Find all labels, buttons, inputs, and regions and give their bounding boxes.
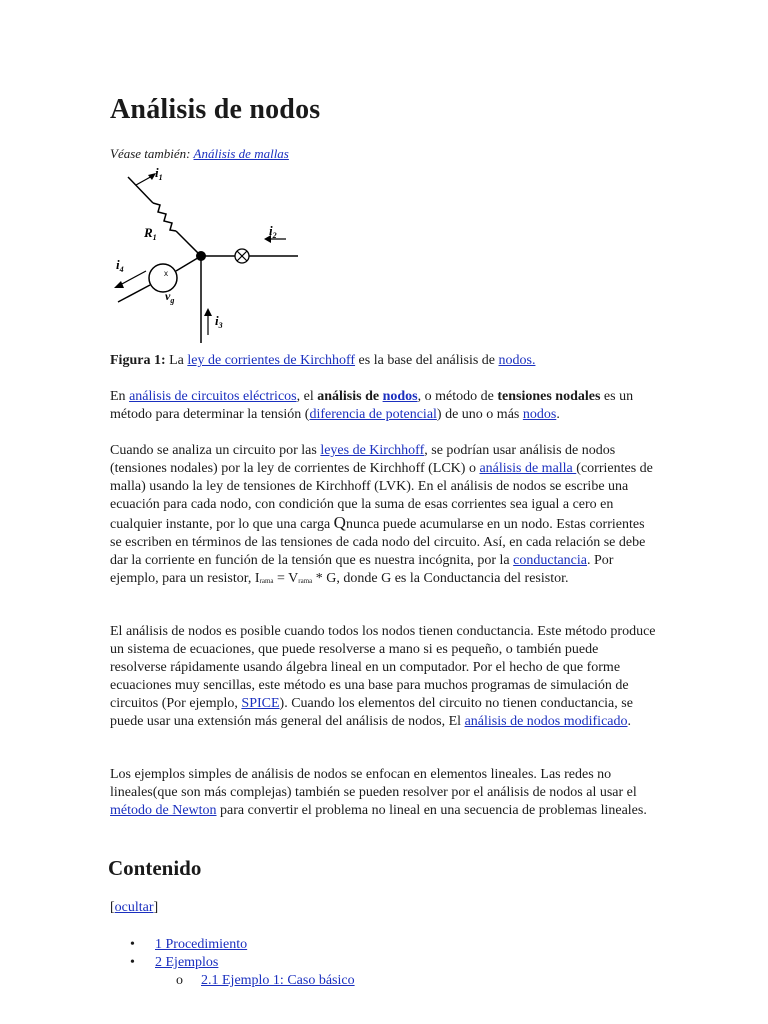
intro-paragraph: En análisis de circuitos eléctricos, el análisis de nodos, o método de tensiones nodales es un método para determinar la tensión (diferencia de potencial) de uno o más nodos. — [110, 389, 634, 422]
bullet-icon: • — [130, 955, 135, 970]
toc-item — [110, 954, 355, 972]
spice-link[interactable]: SPICE — [241, 696, 280, 711]
label-i4: $i_4$ — [116, 257, 124, 274]
label-r1: $R_1$ — [144, 225, 157, 242]
nonlinear-paragraph: Los ejemplos simples de análisis de nodos se enfocan en elementos lineales. Las redes no lineales(que son más complejas) también se pueden resolver por el análisis de nodos al usar el método de Newton para convertir el problema no lineal en una secuencia de problemas lineales. — [110, 767, 647, 818]
figure-caption — [110, 352, 658, 370]
nodes-link[interactable]: nodos — [522, 407, 557, 422]
contents-heading: Contenido — [108, 856, 202, 880]
kirchhoff-laws-link[interactable]: leyes de Kirchhoff — [320, 443, 425, 458]
node-circuit-figure — [108, 165, 308, 345]
contents-toggle: [ocultar] — [110, 900, 159, 915]
toc-link-procedimiento[interactable]: 1 Procedimiento — [155, 937, 248, 952]
circuit-analysis-link[interactable]: análisis de circuitos eléctricos — [129, 389, 297, 404]
hide-contents-link[interactable]: ocultar — [114, 900, 154, 915]
conductance-link[interactable]: conductancia — [513, 553, 587, 568]
newton-method-link[interactable]: método de Newton — [110, 803, 217, 818]
see-also-prefix: Véase también: — [110, 146, 191, 161]
circle-bullet-icon: o — [176, 973, 183, 988]
kirchhoff-current-law-link[interactable]: ley de corrientes de Kirchhoff — [187, 353, 356, 368]
conductance-paragraph: El análisis de nodos es posible cuando todos los nodos tienen conductancia. Este método produce un sistema de ecuaciones, que puede resolverse a mano si es pequeño, o también puede resolverse rápidamente usando álgebra lineal en un computador. Por el hecho de que forme ecuaciones muy sencillas, este método es una base para muchos programas de simulación de circuitos (Por ejemplo, SPICE). Cuando los elementos del circuito no tienen conductancia, se puede usar una extensión más general del análisis de nodos, El análisis de nodos modificado. — [110, 624, 656, 729]
see-also-link[interactable]: Análisis de mallas — [193, 146, 289, 161]
potential-difference-link[interactable]: diferencia de potencial — [309, 407, 437, 422]
caption-text: La — [165, 353, 188, 368]
label-i2: $i_2$ — [269, 223, 277, 240]
page-title: Análisis de nodos — [110, 94, 321, 125]
mesh-analysis-link[interactable]: análisis de malla — [479, 461, 577, 476]
kirchhoff-paragraph: Cuando se analiza un circuito por las leyes de Kirchhoff, se podrían usar análisis de nodos (tensiones nodales) por la ley de corrientes de Kirchhoff (LCK) o análisis de malla (corrientes de malla) usando la ley de tensiones de Kirchhoff (LVK). En el análisis de nodos se escribe una ecuación para cada nodo, con condición que la suma de esas corrientes sea igual a cero en cualquier instante, por lo que una carga Qnunca puede acumularse en un nodo. Estas corrientes se escriben en términos de las tensiones de cada nodo del circuito. Así, en cada relación se debe dar la corriente en función de la tensión que es nuestra incógnita, por la conductancia. Por ejemplo, para un resistor, $I_{rama} = V_{rama} * G$, donde G es la Conductancia del resistor. — [110, 443, 653, 586]
label-i1: $i_1$ — [155, 165, 163, 182]
toc-item — [110, 936, 355, 954]
table-of-contents — [110, 936, 355, 990]
toc-link-ejemplos[interactable]: 2 Ejemplos — [155, 955, 219, 970]
caption-label: Figura 1: — [110, 353, 166, 368]
nodes-link[interactable]: nodos — [382, 389, 418, 404]
see-also-note — [110, 146, 289, 162]
label-i3: $i_3$ — [215, 313, 223, 330]
nodes-link[interactable]: nodos. — [498, 353, 536, 368]
caption-text: es la base del análisis de — [355, 353, 499, 368]
toc-link-ejemplo-1[interactable]: 2.1 Ejemplo 1: Caso básico — [201, 973, 355, 988]
label-vg: $v_g$ — [165, 289, 175, 305]
label-x: x — [164, 269, 168, 278]
bullet-icon: • — [130, 937, 135, 952]
toc-subitem — [110, 972, 355, 990]
modified-nodal-analysis-link[interactable]: análisis de nodos modificado — [464, 714, 628, 729]
